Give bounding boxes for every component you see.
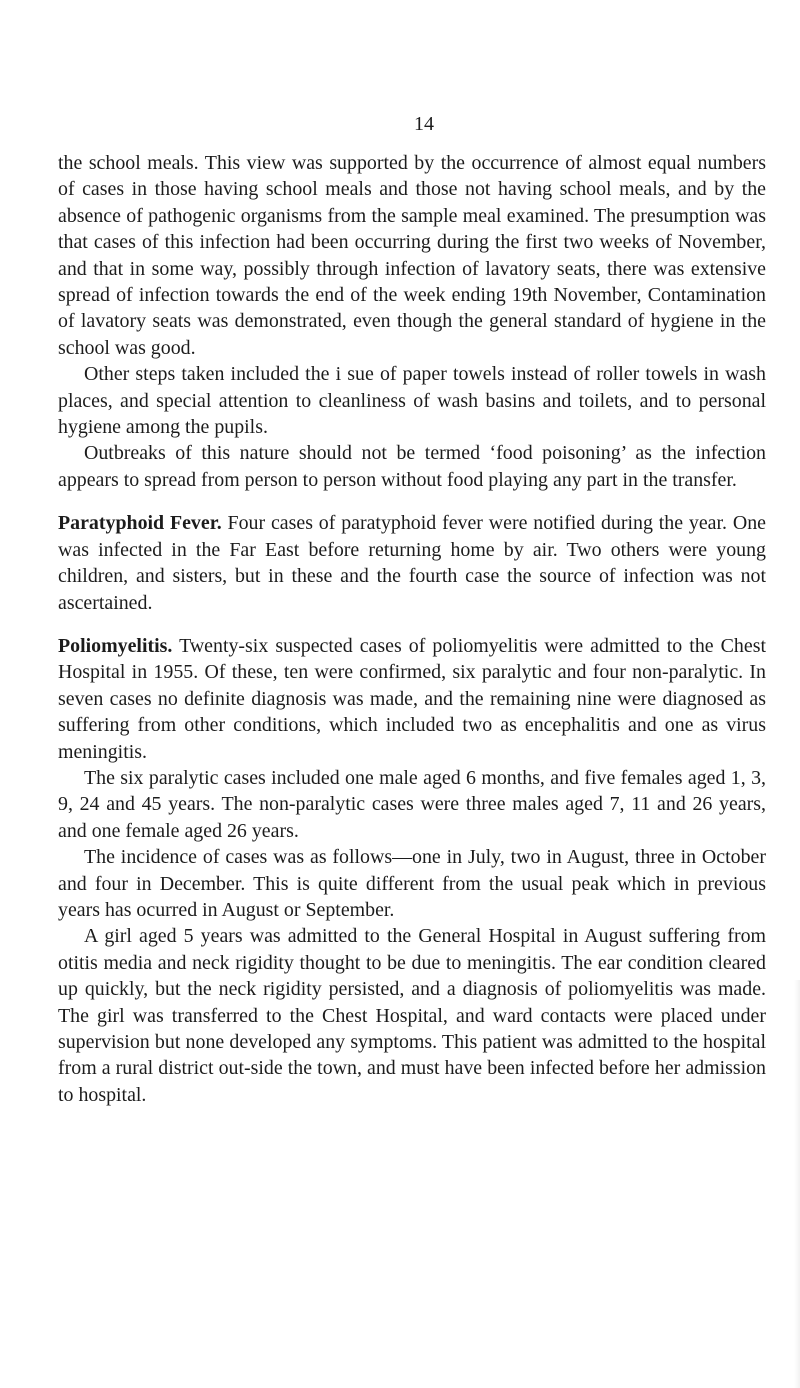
paragraph-other-steps (58, 361, 766, 440)
section-heading-poliomyelitis: Poliomyelitis. (58, 634, 173, 657)
section-heading-paratyphoid: Paratyphoid Fever. (58, 512, 222, 535)
document-page (58, 112, 766, 1108)
paragraph-text: the school meals. This view was supported by the occurrence of almost equal numbers of cases in those having school meals and those not having school meals, and by the absence of pathogenic organisms from the sample meal examined. The presumption was that cases of this infection had been occurring during the first two weeks of November, and that in some way, possibly through infection of lavatory seats, there was extensive spread of infection towards the end of the week ending 19th November, Contamination of lavatory seats was demonstrated, even though the general standard of hygiene in the school was good. (58, 152, 766, 359)
paragraph-outbreaks (58, 440, 766, 493)
page-edge-shadow (794, 980, 800, 1388)
paragraph-text: Outbreaks of this nature should not be termed ‘food poisoning’ as the infection appears to spread from person to person without food playing any part in the transfer. (58, 442, 766, 491)
paragraph-school-meals (58, 150, 766, 361)
paragraph-paratyphoid (58, 510, 766, 616)
paragraph-text: A girl aged 5 years was admitted to the General Hospital in August suffering from otitis media and neck rigidity thought to be due to meningitis. The ear condition cleared up quickly, but the neck rigidity persisted, and a diagnosis of poliomyelitis was made. The girl was transferred to the Chest Hospital, and ward contacts were placed under supervision but none developed any symptoms. This patient was admitted to the hospital from a rural district out-side the town, and must have been infected before her admission to hospital. (58, 925, 766, 1106)
paragraph-paralytic-cases (58, 765, 766, 844)
paragraph-incidence (58, 844, 766, 923)
paragraph-poliomyelitis (58, 633, 766, 765)
paragraph-text: The six paralytic cases included one male aged 6 months, and five females aged 1, 3, 9, 24 and 45 years. The non-paralytic cases were three males aged 7, 11 and 26 years, and one female aged 26 years. (58, 766, 766, 842)
paragraph-text: Other steps taken included the i sue of paper towels instead of roller towels in wash places, and special attention to cleanliness of wash basins and toilets, and to personal hygiene among the pupils. (58, 363, 766, 439)
paragraph-text: Four cases of paratyphoid fever were notified during the year. One was infected in the Far East before returning home by air. Two others were young children, and sisters, but in these and the fourth case the source of infection was not ascertained. (58, 512, 766, 614)
paragraph-text: Twenty-six suspected cases of poliomyelitis were admitted to the Chest Hospital in 1955. Of these, ten were confirmed, six paralytic and four non-paralytic. In seven cases no definite diagnosis was made, and the remaining nine were diagnosed as suffering from other conditions, which included two as encephalitis and one as virus meningitis. (58, 634, 766, 763)
paragraph-text: The incidence of cases was as follows—one in July, two in August, three in October and four in December. This is quite different from the usual peak which in previous years has ocurred in August or September. (58, 846, 766, 921)
page-number: 14 (414, 113, 434, 135)
paragraph-girl-case (58, 923, 766, 1108)
